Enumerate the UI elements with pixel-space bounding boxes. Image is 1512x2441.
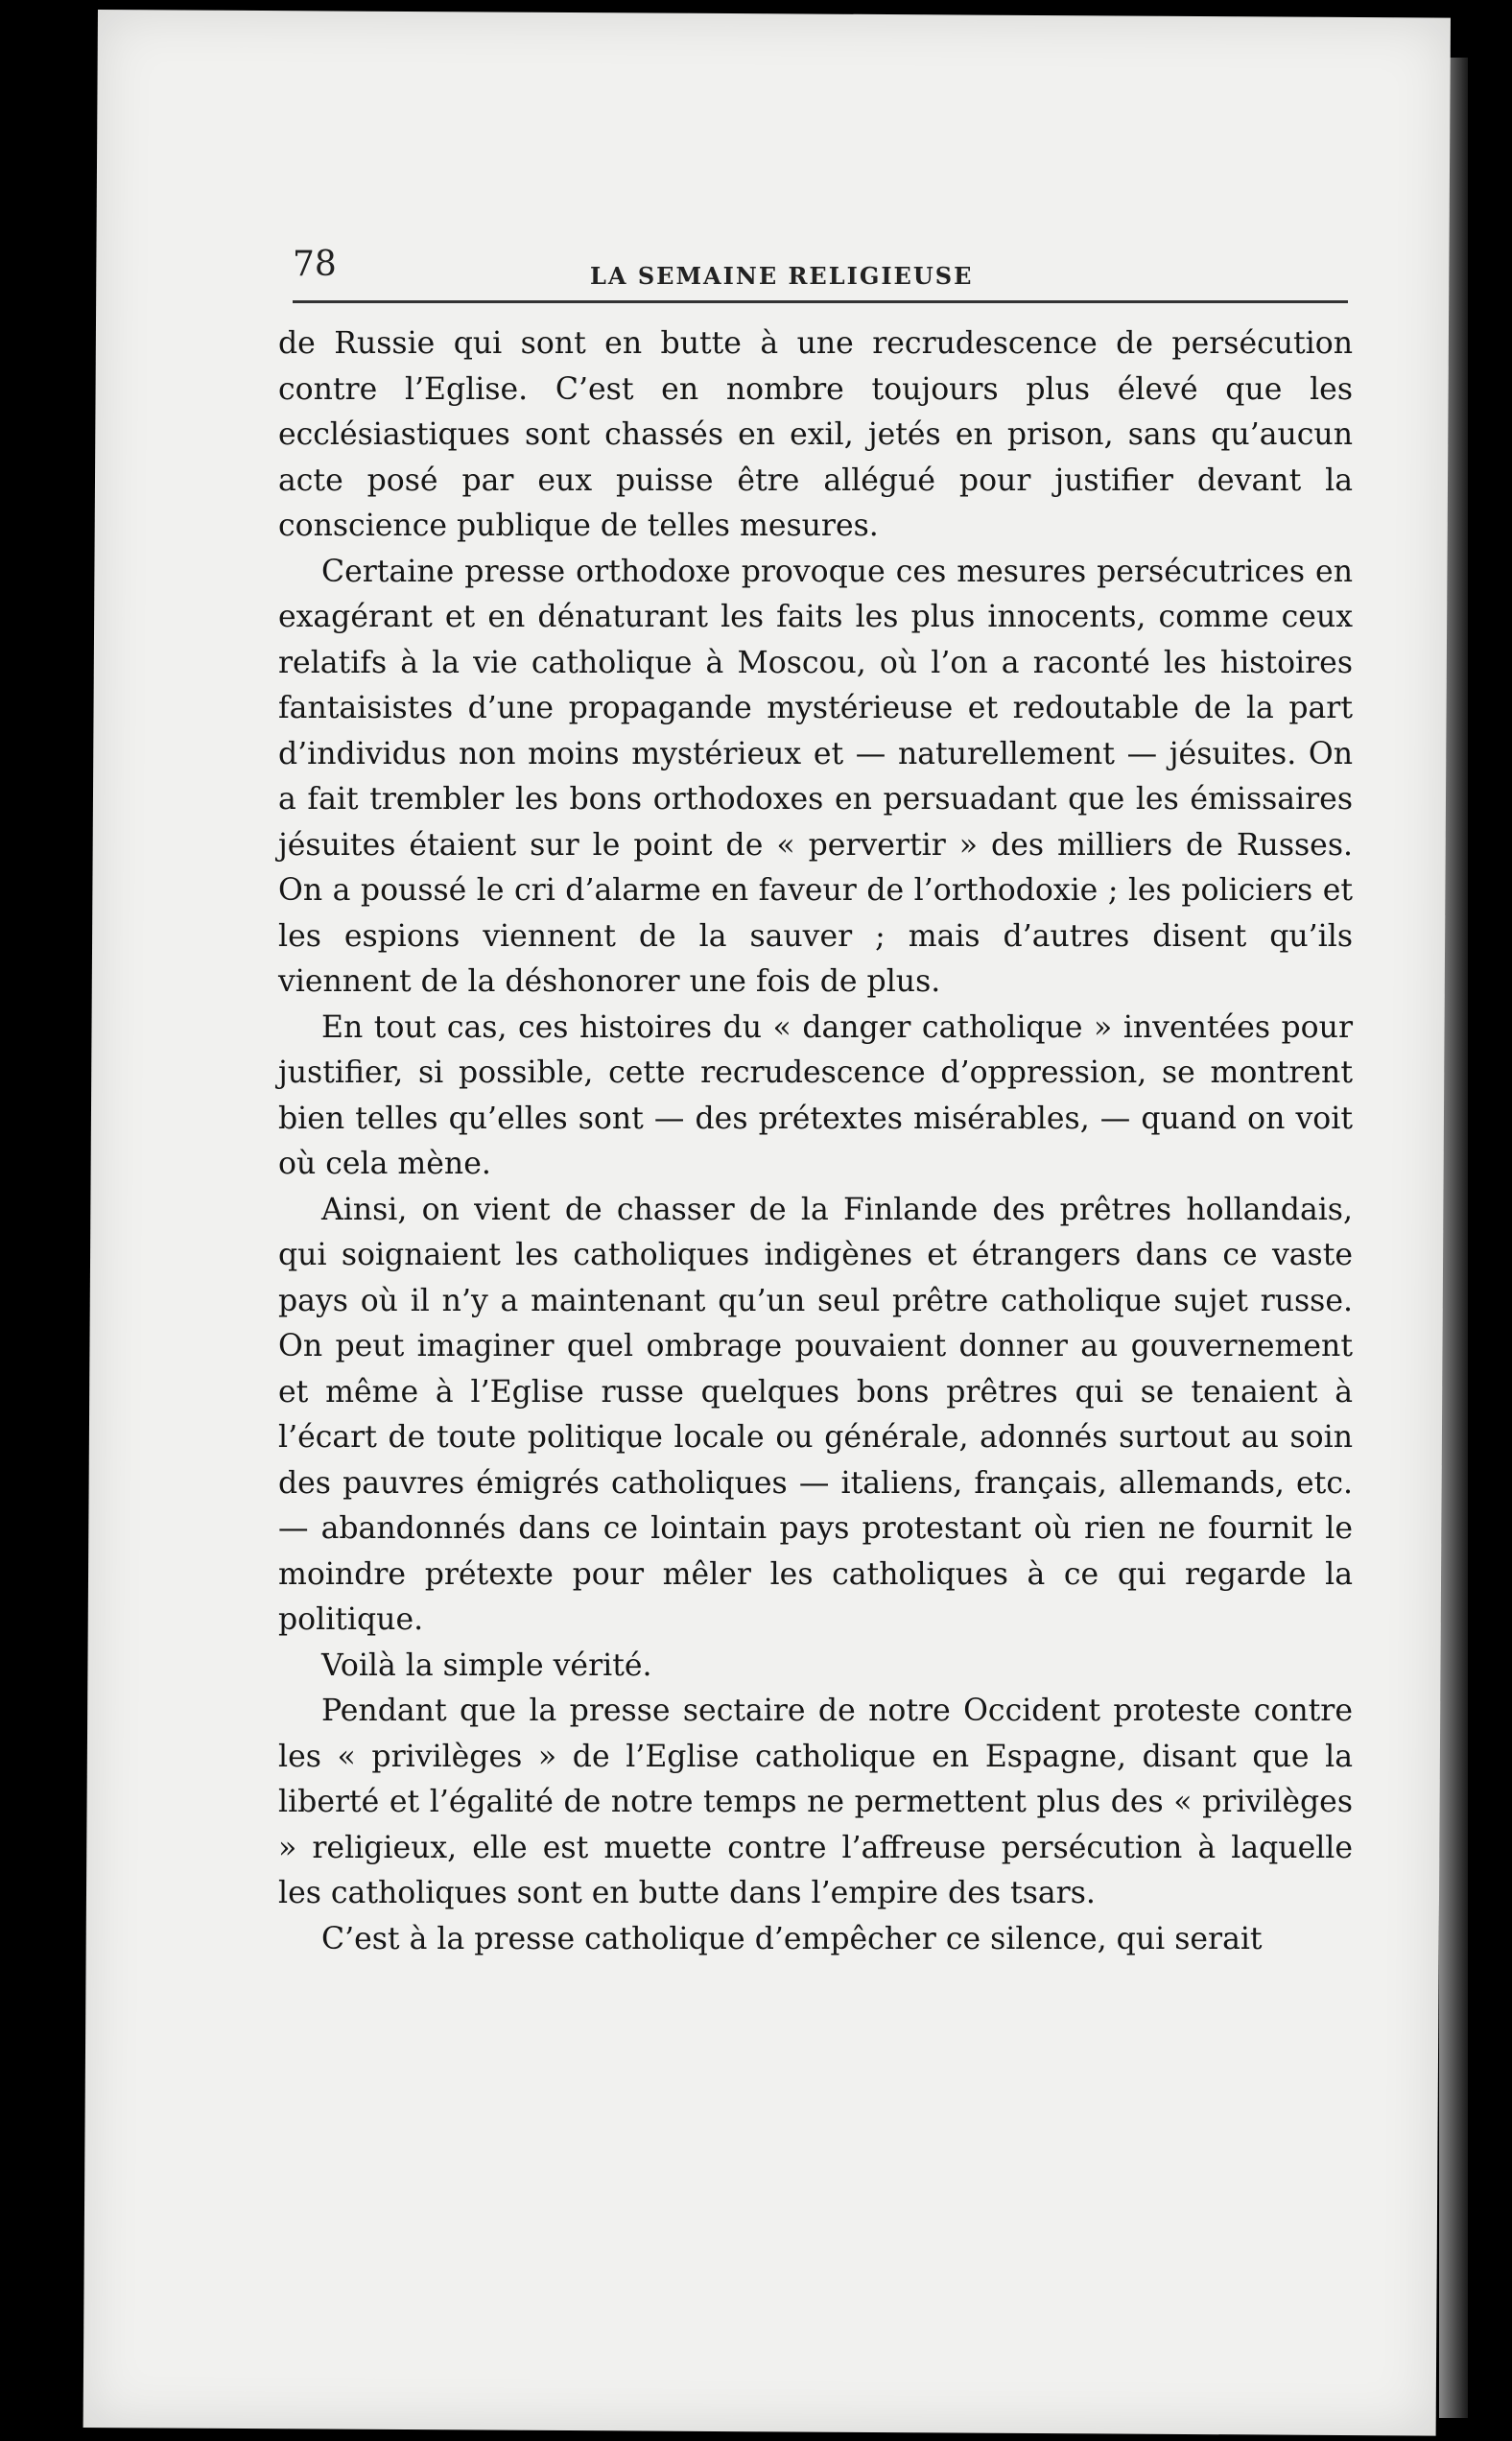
paragraph: C’est à la presse catholique d’empêcher ce silence, qui serait bbox=[321, 1921, 1263, 1956]
paragraph: Certaine presse orthodoxe provoque ces mesures persécutrices en exagérant et en dénaturant les faits les plus innocents, comme ceux relatifs à la vie catholique à Moscou, où l’on a raconté les histoires fantaisistes d’une propagande mystérieuse et redoutable de la part d’individus non moins mystérieux et — naturellement — jésuites. On a fait trembler les bons orthodoxes en persuadant que les émissaires jésuites étaient sur le point de « pervertir » des milliers de Russes. On a poussé le cri d’alarme en faveur de l’orthodoxie ; les policiers et les espions viennent de la sauver ; mais d’autres disent qu’ils viennent de la déshonorer une fois de plus. bbox=[278, 554, 1353, 999]
paragraph: Pendant que la presse sectaire de notre Occident proteste contre les « privilèges » de l’Eglise catholique en Espagne, disant que la liberté et l’égalité de notre temps ne permettent plus des « privilèges » religieux, elle est muette contre l’affreuse persécution à laquelle les catholiques sont en butte dans l’empire des tsars. bbox=[278, 1694, 1353, 1910]
page-number: 78 bbox=[293, 245, 337, 284]
paragraph: Ainsi, on vient de chasser de la Finlande des prêtres hollandais, qui soignaient les catholiques indigènes et étrangers dans ce vaste pays où il n’y a maintenant qu’un seul prêtre catholique sujet russe. On peut imaginer quel ombrage pouvaient donner au gouvernement et même à l’Eglise russe quelques bons prêtres qui se tenaient à l’écart de toute politique locale ou générale, adonnés surtout au soin des pauvres émigrés catholiques — italiens, français, allemands, etc. — abandonnés dans ce lointain pays protestant où rien ne fournit le moindre prétexte pour mêler les catholiques à ce qui regarde la politique. bbox=[278, 1192, 1353, 1637]
page-header bbox=[293, 235, 1348, 302]
header-rule bbox=[293, 300, 1348, 303]
paragraph-continuation: de Russie qui sont en butte à une recrudescence de persécution contre l’Eglise. C’est en nombre toujours plus élevé que les ecclésiastiques sont chassés en exil, jetés en prison, sans qu’aucun acte posé par eux puisse être allégué pour justifier devant la conscience publique de telles mesures. bbox=[278, 326, 1353, 543]
body-text bbox=[278, 321, 1353, 1962]
running-head: LA SEMAINE RELIGIEUSE bbox=[590, 262, 974, 290]
paragraph: En tout cas, ces histoires du « danger catholique » inventées pour justifier, si possible, cette recrudescence d’oppression, se montrent bien telles qu’elles sont — des prétextes misérables, — quand on voit où cela mène. bbox=[278, 1009, 1353, 1181]
paragraph: Voilà la simple vérité. bbox=[321, 1647, 652, 1683]
